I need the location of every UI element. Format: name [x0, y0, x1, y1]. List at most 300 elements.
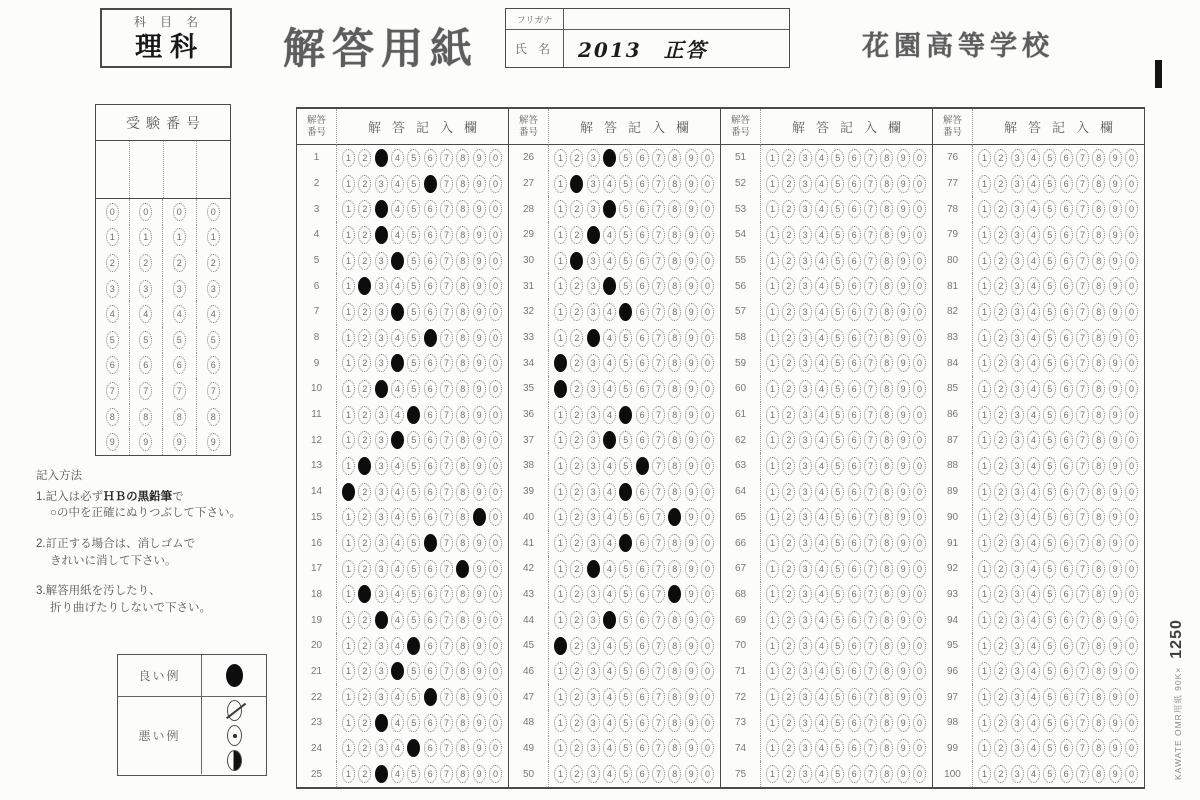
- answer-bubble-q38-7[interactable]: 7: [652, 457, 665, 475]
- answer-bubble-q67-9[interactable]: 9: [897, 560, 910, 578]
- answer-bubble-q80-9[interactable]: 9: [1109, 252, 1122, 270]
- answer-bubble-q7-4[interactable]: [391, 303, 404, 321]
- exam-number-bubble[interactable]: 3: [139, 280, 152, 298]
- answer-bubble-q94-8[interactable]: 8: [1092, 611, 1105, 629]
- answer-bubble-q43-6[interactable]: 6: [636, 585, 649, 603]
- answer-bubble-q63-2[interactable]: 2: [782, 457, 795, 475]
- answer-bubble-q61-0[interactable]: 0: [913, 406, 926, 424]
- answer-bubble-q48-5[interactable]: 5: [619, 714, 632, 732]
- answer-bubble-q45-8[interactable]: 8: [668, 637, 681, 655]
- answer-bubble-q84-2[interactable]: 2: [994, 354, 1007, 372]
- answer-bubble-q76-4[interactable]: 4: [1027, 149, 1040, 167]
- answer-bubble-q42-6[interactable]: 6: [636, 560, 649, 578]
- answer-bubble-q49-1[interactable]: 1: [554, 739, 567, 757]
- answer-bubble-q97-9[interactable]: 9: [1109, 688, 1122, 706]
- answer-bubble-q95-5[interactable]: 5: [1043, 637, 1056, 655]
- answer-bubble-q15-5[interactable]: 5: [407, 508, 420, 526]
- answer-bubble-q70-9[interactable]: 9: [897, 637, 910, 655]
- answer-bubble-q81-6[interactable]: 6: [1060, 277, 1073, 295]
- answer-bubble-q10-0[interactable]: 0: [489, 380, 502, 398]
- answer-bubble-q49-0[interactable]: 0: [701, 739, 714, 757]
- answer-bubble-q83-1[interactable]: 1: [978, 329, 991, 347]
- answer-bubble-q54-5[interactable]: 5: [831, 226, 844, 244]
- answer-bubble-q56-0[interactable]: 0: [913, 277, 926, 295]
- exam-number-bubble[interactable]: 7: [207, 382, 220, 400]
- answer-bubble-q31-8[interactable]: 8: [668, 277, 681, 295]
- answer-bubble-q74-4[interactable]: 4: [815, 739, 828, 757]
- answer-bubble-q83-2[interactable]: 2: [994, 329, 1007, 347]
- answer-bubble-q74-5[interactable]: 5: [831, 739, 844, 757]
- answer-bubble-q36-4[interactable]: 4: [603, 406, 616, 424]
- answer-bubble-q77-1[interactable]: 1: [978, 175, 991, 193]
- answer-bubble-q49-7[interactable]: 7: [652, 739, 665, 757]
- answer-bubble-q17-4[interactable]: 4: [391, 560, 404, 578]
- exam-number-bubble[interactable]: 0: [106, 203, 119, 221]
- answer-bubble-q9-5[interactable]: 5: [407, 354, 420, 372]
- answer-bubble-q90-1[interactable]: 1: [978, 508, 991, 526]
- answer-bubble-q97-4[interactable]: 4: [1027, 688, 1040, 706]
- answer-bubble-q26-3[interactable]: 3: [587, 149, 600, 167]
- answer-bubble-q50-9[interactable]: 9: [685, 765, 698, 783]
- answer-bubble-q21-2[interactable]: 2: [358, 662, 371, 680]
- answer-bubble-q73-6[interactable]: 6: [848, 714, 861, 732]
- answer-bubble-q11-0[interactable]: 0: [489, 406, 502, 424]
- answer-bubble-q14-5[interactable]: 5: [407, 483, 420, 501]
- answer-bubble-q6-4[interactable]: 4: [391, 277, 404, 295]
- answer-bubble-q45-0[interactable]: 0: [701, 637, 714, 655]
- answer-bubble-q29-1[interactable]: 1: [554, 226, 567, 244]
- answer-bubble-q61-1[interactable]: 1: [766, 406, 779, 424]
- answer-bubble-q32-7[interactable]: 7: [652, 303, 665, 321]
- answer-bubble-q93-7[interactable]: 7: [1076, 585, 1089, 603]
- answer-bubble-q1-1[interactable]: 1: [342, 149, 355, 167]
- answer-bubble-q34-6[interactable]: 6: [636, 354, 649, 372]
- answer-bubble-q49-9[interactable]: 9: [685, 739, 698, 757]
- answer-bubble-q29-6[interactable]: 6: [636, 226, 649, 244]
- answer-bubble-q19-9[interactable]: 9: [473, 611, 486, 629]
- answer-bubble-q46-5[interactable]: 5: [619, 662, 632, 680]
- answer-bubble-q16-6[interactable]: [424, 534, 437, 552]
- answer-bubble-q57-2[interactable]: 2: [782, 303, 795, 321]
- answer-bubble-q27-3[interactable]: 3: [587, 175, 600, 193]
- answer-bubble-q22-8[interactable]: 8: [456, 688, 469, 706]
- answer-bubble-q49-3[interactable]: 3: [587, 739, 600, 757]
- answer-bubble-q97-1[interactable]: 1: [978, 688, 991, 706]
- answer-bubble-q12-7[interactable]: 7: [440, 431, 453, 449]
- answer-bubble-q86-0[interactable]: 0: [1125, 406, 1138, 424]
- answer-bubble-q76-7[interactable]: 7: [1076, 149, 1089, 167]
- answer-bubble-q91-6[interactable]: 6: [1060, 534, 1073, 552]
- answer-bubble-q32-0[interactable]: 0: [701, 303, 714, 321]
- answer-bubble-q36-5[interactable]: [619, 406, 632, 424]
- answer-bubble-q42-5[interactable]: 5: [619, 560, 632, 578]
- answer-bubble-q85-5[interactable]: 5: [1043, 380, 1056, 398]
- answer-bubble-q88-2[interactable]: 2: [994, 457, 1007, 475]
- answer-bubble-q16-8[interactable]: 8: [456, 534, 469, 552]
- answer-bubble-q84-1[interactable]: 1: [978, 354, 991, 372]
- answer-bubble-q90-2[interactable]: 2: [994, 508, 1007, 526]
- answer-bubble-q21-4[interactable]: [391, 662, 404, 680]
- answer-bubble-q21-7[interactable]: 7: [440, 662, 453, 680]
- answer-bubble-q26-0[interactable]: 0: [701, 149, 714, 167]
- answer-bubble-q52-7[interactable]: 7: [864, 175, 877, 193]
- answer-bubble-q98-4[interactable]: 4: [1027, 714, 1040, 732]
- answer-bubble-q70-8[interactable]: 8: [880, 637, 893, 655]
- answer-bubble-q66-7[interactable]: 7: [864, 534, 877, 552]
- answer-bubble-q47-3[interactable]: 3: [587, 688, 600, 706]
- answer-bubble-q86-6[interactable]: 6: [1060, 406, 1073, 424]
- answer-bubble-q82-8[interactable]: 8: [1092, 303, 1105, 321]
- answer-bubble-q19-4[interactable]: 4: [391, 611, 404, 629]
- answer-bubble-q76-2[interactable]: 2: [994, 149, 1007, 167]
- answer-bubble-q27-5[interactable]: 5: [619, 175, 632, 193]
- answer-bubble-q51-0[interactable]: 0: [913, 149, 926, 167]
- answer-bubble-q81-7[interactable]: 7: [1076, 277, 1089, 295]
- answer-bubble-q100-1[interactable]: 1: [978, 765, 991, 783]
- answer-bubble-q24-7[interactable]: 7: [440, 739, 453, 757]
- answer-bubble-q37-3[interactable]: 3: [587, 431, 600, 449]
- answer-bubble-q86-4[interactable]: 4: [1027, 406, 1040, 424]
- answer-bubble-q96-6[interactable]: 6: [1060, 662, 1073, 680]
- answer-bubble-q59-9[interactable]: 9: [897, 354, 910, 372]
- answer-bubble-q81-5[interactable]: 5: [1043, 277, 1056, 295]
- answer-bubble-q12-2[interactable]: 2: [358, 431, 371, 449]
- exam-number-bubble[interactable]: 2: [106, 254, 119, 272]
- answer-bubble-q18-0[interactable]: 0: [489, 585, 502, 603]
- answer-bubble-q57-1[interactable]: 1: [766, 303, 779, 321]
- answer-bubble-q37-7[interactable]: 7: [652, 431, 665, 449]
- answer-bubble-q76-6[interactable]: 6: [1060, 149, 1073, 167]
- answer-bubble-q65-4[interactable]: 4: [815, 508, 828, 526]
- answer-bubble-q49-5[interactable]: 5: [619, 739, 632, 757]
- answer-bubble-q66-2[interactable]: 2: [782, 534, 795, 552]
- answer-bubble-q2-2[interactable]: 2: [358, 175, 371, 193]
- answer-bubble-q22-3[interactable]: 3: [375, 688, 388, 706]
- answer-bubble-q33-8[interactable]: 8: [668, 329, 681, 347]
- answer-bubble-q35-3[interactable]: 3: [587, 380, 600, 398]
- answer-bubble-q80-8[interactable]: 8: [1092, 252, 1105, 270]
- answer-bubble-q57-9[interactable]: 9: [897, 303, 910, 321]
- answer-bubble-q5-7[interactable]: 7: [440, 252, 453, 270]
- answer-bubble-q25-8[interactable]: 8: [456, 765, 469, 783]
- answer-bubble-q92-9[interactable]: 9: [1109, 560, 1122, 578]
- answer-bubble-q69-5[interactable]: 5: [831, 611, 844, 629]
- answer-bubble-q2-4[interactable]: 4: [391, 175, 404, 193]
- answer-bubble-q42-7[interactable]: 7: [652, 560, 665, 578]
- answer-bubble-q9-4[interactable]: [391, 354, 404, 372]
- exam-number-bubble[interactable]: 0: [139, 203, 152, 221]
- exam-number-bubble[interactable]: 6: [106, 356, 119, 374]
- answer-bubble-q70-2[interactable]: 2: [782, 637, 795, 655]
- answer-bubble-q94-4[interactable]: 4: [1027, 611, 1040, 629]
- answer-bubble-q96-0[interactable]: 0: [1125, 662, 1138, 680]
- answer-bubble-q8-4[interactable]: 4: [391, 329, 404, 347]
- answer-bubble-q5-0[interactable]: 0: [489, 252, 502, 270]
- answer-bubble-q72-5[interactable]: 5: [831, 688, 844, 706]
- answer-bubble-q10-1[interactable]: 1: [342, 380, 355, 398]
- answer-bubble-q52-4[interactable]: 4: [815, 175, 828, 193]
- answer-bubble-q23-5[interactable]: 5: [407, 714, 420, 732]
- answer-bubble-q32-3[interactable]: 3: [587, 303, 600, 321]
- answer-bubble-q26-1[interactable]: 1: [554, 149, 567, 167]
- answer-bubble-q97-8[interactable]: 8: [1092, 688, 1105, 706]
- answer-bubble-q4-6[interactable]: 6: [424, 226, 437, 244]
- answer-bubble-q2-3[interactable]: 3: [375, 175, 388, 193]
- answer-bubble-q20-5[interactable]: [407, 637, 420, 655]
- answer-bubble-q57-8[interactable]: 8: [880, 303, 893, 321]
- answer-bubble-q23-2[interactable]: 2: [358, 714, 371, 732]
- answer-bubble-q92-6[interactable]: 6: [1060, 560, 1073, 578]
- answer-bubble-q35-8[interactable]: 8: [668, 380, 681, 398]
- answer-bubble-q34-9[interactable]: 9: [685, 354, 698, 372]
- answer-bubble-q9-2[interactable]: 2: [358, 354, 371, 372]
- answer-bubble-q22-9[interactable]: 9: [473, 688, 486, 706]
- answer-bubble-q14-2[interactable]: 2: [358, 483, 371, 501]
- answer-bubble-q79-7[interactable]: 7: [1076, 226, 1089, 244]
- answer-bubble-q71-6[interactable]: 6: [848, 662, 861, 680]
- answer-bubble-q64-7[interactable]: 7: [864, 483, 877, 501]
- answer-bubble-q71-1[interactable]: 1: [766, 662, 779, 680]
- answer-bubble-q66-8[interactable]: 8: [880, 534, 893, 552]
- answer-bubble-q56-1[interactable]: 1: [766, 277, 779, 295]
- answer-bubble-q31-5[interactable]: 5: [619, 277, 632, 295]
- answer-bubble-q45-2[interactable]: 2: [570, 637, 583, 655]
- answer-bubble-q19-1[interactable]: 1: [342, 611, 355, 629]
- answer-bubble-q10-6[interactable]: 6: [424, 380, 437, 398]
- exam-number-bubble[interactable]: 7: [139, 382, 152, 400]
- answer-bubble-q90-7[interactable]: 7: [1076, 508, 1089, 526]
- answer-bubble-q20-3[interactable]: 3: [375, 637, 388, 655]
- answer-bubble-q4-1[interactable]: 1: [342, 226, 355, 244]
- answer-bubble-q46-2[interactable]: 2: [570, 662, 583, 680]
- answer-bubble-q49-6[interactable]: 6: [636, 739, 649, 757]
- answer-bubble-q23-9[interactable]: 9: [473, 714, 486, 732]
- answer-bubble-q88-8[interactable]: 8: [1092, 457, 1105, 475]
- answer-bubble-q72-2[interactable]: 2: [782, 688, 795, 706]
- answer-bubble-q10-5[interactable]: 5: [407, 380, 420, 398]
- answer-bubble-q38-6[interactable]: [636, 457, 649, 475]
- answer-bubble-q86-1[interactable]: 1: [978, 406, 991, 424]
- answer-bubble-q30-9[interactable]: 9: [685, 252, 698, 270]
- answer-bubble-q37-2[interactable]: 2: [570, 431, 583, 449]
- answer-bubble-q19-3[interactable]: [375, 611, 388, 629]
- answer-bubble-q16-9[interactable]: 9: [473, 534, 486, 552]
- answer-bubble-q5-4[interactable]: [391, 252, 404, 270]
- answer-bubble-q18-4[interactable]: 4: [391, 585, 404, 603]
- answer-bubble-q32-5[interactable]: [619, 303, 632, 321]
- answer-bubble-q78-9[interactable]: 9: [1109, 200, 1122, 218]
- answer-bubble-q9-8[interactable]: 8: [456, 354, 469, 372]
- answer-bubble-q64-2[interactable]: 2: [782, 483, 795, 501]
- answer-bubble-q78-7[interactable]: 7: [1076, 200, 1089, 218]
- answer-bubble-q69-3[interactable]: 3: [799, 611, 812, 629]
- answer-bubble-q5-8[interactable]: 8: [456, 252, 469, 270]
- answer-bubble-q5-2[interactable]: 2: [358, 252, 371, 270]
- answer-bubble-q38-5[interactable]: 5: [619, 457, 632, 475]
- answer-bubble-q75-6[interactable]: 6: [848, 765, 861, 783]
- answer-bubble-q94-1[interactable]: 1: [978, 611, 991, 629]
- answer-bubble-q78-8[interactable]: 8: [1092, 200, 1105, 218]
- answer-bubble-q15-7[interactable]: 7: [440, 508, 453, 526]
- answer-bubble-q35-4[interactable]: 4: [603, 380, 616, 398]
- answer-bubble-q88-6[interactable]: 6: [1060, 457, 1073, 475]
- answer-bubble-q32-4[interactable]: 4: [603, 303, 616, 321]
- answer-bubble-q82-2[interactable]: 2: [994, 303, 1007, 321]
- exam-number-bubble[interactable]: 6: [207, 356, 220, 374]
- answer-bubble-q58-6[interactable]: 6: [848, 329, 861, 347]
- answer-bubble-q65-7[interactable]: 7: [864, 508, 877, 526]
- answer-bubble-q19-5[interactable]: 5: [407, 611, 420, 629]
- answer-bubble-q19-2[interactable]: 2: [358, 611, 371, 629]
- answer-bubble-q35-0[interactable]: 0: [701, 380, 714, 398]
- answer-bubble-q12-3[interactable]: 3: [375, 431, 388, 449]
- answer-bubble-q49-8[interactable]: 8: [668, 739, 681, 757]
- answer-bubble-q26-5[interactable]: 5: [619, 149, 632, 167]
- answer-bubble-q39-7[interactable]: 7: [652, 483, 665, 501]
- answer-bubble-q82-0[interactable]: 0: [1125, 303, 1138, 321]
- answer-bubble-q7-9[interactable]: 9: [473, 303, 486, 321]
- answer-bubble-q95-6[interactable]: 6: [1060, 637, 1073, 655]
- answer-bubble-q44-2[interactable]: 2: [570, 611, 583, 629]
- answer-bubble-q28-2[interactable]: 2: [570, 200, 583, 218]
- answer-bubble-q23-1[interactable]: 1: [342, 714, 355, 732]
- answer-bubble-q50-8[interactable]: 8: [668, 765, 681, 783]
- answer-bubble-q100-5[interactable]: 5: [1043, 765, 1056, 783]
- answer-bubble-q63-7[interactable]: 7: [864, 457, 877, 475]
- answer-bubble-q18-5[interactable]: 5: [407, 585, 420, 603]
- answer-bubble-q53-1[interactable]: 1: [766, 200, 779, 218]
- answer-bubble-q94-6[interactable]: 6: [1060, 611, 1073, 629]
- answer-bubble-q33-1[interactable]: 1: [554, 329, 567, 347]
- answer-bubble-q28-3[interactable]: 3: [587, 200, 600, 218]
- answer-bubble-q68-1[interactable]: 1: [766, 585, 779, 603]
- answer-bubble-q99-9[interactable]: 9: [1109, 739, 1122, 757]
- answer-bubble-q42-8[interactable]: 8: [668, 560, 681, 578]
- answer-bubble-q71-9[interactable]: 9: [897, 662, 910, 680]
- answer-bubble-q79-1[interactable]: 1: [978, 226, 991, 244]
- answer-bubble-q79-5[interactable]: 5: [1043, 226, 1056, 244]
- answer-bubble-q31-9[interactable]: 9: [685, 277, 698, 295]
- answer-bubble-q23-8[interactable]: 8: [456, 714, 469, 732]
- answer-bubble-q39-8[interactable]: 8: [668, 483, 681, 501]
- answer-bubble-q95-4[interactable]: 4: [1027, 637, 1040, 655]
- name-field[interactable]: 2013 正答: [578, 38, 708, 62]
- answer-bubble-q59-8[interactable]: 8: [880, 354, 893, 372]
- answer-bubble-q24-5[interactable]: [407, 739, 420, 757]
- answer-bubble-q52-9[interactable]: 9: [897, 175, 910, 193]
- answer-bubble-q98-5[interactable]: 5: [1043, 714, 1056, 732]
- answer-bubble-q65-9[interactable]: 9: [897, 508, 910, 526]
- answer-bubble-q6-7[interactable]: 7: [440, 277, 453, 295]
- answer-bubble-q14-6[interactable]: 6: [424, 483, 437, 501]
- answer-bubble-q75-8[interactable]: 8: [880, 765, 893, 783]
- answer-bubble-q10-9[interactable]: 9: [473, 380, 486, 398]
- answer-bubble-q89-4[interactable]: 4: [1027, 483, 1040, 501]
- answer-bubble-q83-4[interactable]: 4: [1027, 329, 1040, 347]
- answer-bubble-q24-9[interactable]: 9: [473, 739, 486, 757]
- answer-bubble-q34-4[interactable]: 4: [603, 354, 616, 372]
- answer-bubble-q94-2[interactable]: 2: [994, 611, 1007, 629]
- answer-bubble-q56-9[interactable]: 9: [897, 277, 910, 295]
- answer-bubble-q3-4[interactable]: 4: [391, 200, 404, 218]
- answer-bubble-q43-9[interactable]: 9: [685, 585, 698, 603]
- answer-bubble-q16-5[interactable]: 5: [407, 534, 420, 552]
- answer-bubble-q13-6[interactable]: 6: [424, 457, 437, 475]
- answer-bubble-q48-6[interactable]: 6: [636, 714, 649, 732]
- answer-bubble-q67-8[interactable]: 8: [880, 560, 893, 578]
- answer-bubble-q100-7[interactable]: 7: [1076, 765, 1089, 783]
- answer-bubble-q55-0[interactable]: 0: [913, 252, 926, 270]
- answer-bubble-q7-2[interactable]: 2: [358, 303, 371, 321]
- answer-bubble-q76-1[interactable]: 1: [978, 149, 991, 167]
- answer-bubble-q30-6[interactable]: 6: [636, 252, 649, 270]
- answer-bubble-q90-0[interactable]: 0: [1125, 508, 1138, 526]
- answer-bubble-q44-9[interactable]: 9: [685, 611, 698, 629]
- answer-bubble-q84-5[interactable]: 5: [1043, 354, 1056, 372]
- answer-bubble-q44-5[interactable]: 5: [619, 611, 632, 629]
- answer-bubble-q6-9[interactable]: 9: [473, 277, 486, 295]
- answer-bubble-q61-4[interactable]: 4: [815, 406, 828, 424]
- answer-bubble-q57-3[interactable]: 3: [799, 303, 812, 321]
- answer-bubble-q29-8[interactable]: 8: [668, 226, 681, 244]
- answer-bubble-q18-2[interactable]: [358, 585, 371, 603]
- answer-bubble-q11-1[interactable]: 1: [342, 406, 355, 424]
- answer-bubble-q26-9[interactable]: 9: [685, 149, 698, 167]
- answer-bubble-q21-5[interactable]: 5: [407, 662, 420, 680]
- answer-bubble-q1-6[interactable]: 6: [424, 149, 437, 167]
- answer-bubble-q1-5[interactable]: 5: [407, 149, 420, 167]
- answer-bubble-q28-6[interactable]: 6: [636, 200, 649, 218]
- exam-number-bubble[interactable]: 2: [139, 254, 152, 272]
- answer-bubble-q64-8[interactable]: 8: [880, 483, 893, 501]
- answer-bubble-q8-6[interactable]: [424, 329, 437, 347]
- answer-bubble-q55-4[interactable]: 4: [815, 252, 828, 270]
- answer-bubble-q85-6[interactable]: 6: [1060, 380, 1073, 398]
- answer-bubble-q99-1[interactable]: 1: [978, 739, 991, 757]
- answer-bubble-q72-3[interactable]: 3: [799, 688, 812, 706]
- answer-bubble-q22-7[interactable]: 7: [440, 688, 453, 706]
- answer-bubble-q37-9[interactable]: 9: [685, 431, 698, 449]
- answer-bubble-q43-1[interactable]: 1: [554, 585, 567, 603]
- answer-bubble-q30-3[interactable]: 3: [587, 252, 600, 270]
- exam-number-bubble[interactable]: 7: [106, 382, 119, 400]
- answer-bubble-q43-7[interactable]: 7: [652, 585, 665, 603]
- answer-bubble-q85-9[interactable]: 9: [1109, 380, 1122, 398]
- answer-bubble-q63-3[interactable]: 3: [799, 457, 812, 475]
- answer-bubble-q98-3[interactable]: 3: [1011, 714, 1024, 732]
- answer-bubble-q59-5[interactable]: 5: [831, 354, 844, 372]
- answer-bubble-q62-7[interactable]: 7: [864, 431, 877, 449]
- answer-bubble-q2-5[interactable]: 5: [407, 175, 420, 193]
- answer-bubble-q46-9[interactable]: 9: [685, 662, 698, 680]
- answer-bubble-q56-4[interactable]: 4: [815, 277, 828, 295]
- answer-bubble-q17-3[interactable]: 3: [375, 560, 388, 578]
- answer-bubble-q16-2[interactable]: 2: [358, 534, 371, 552]
- answer-bubble-q52-8[interactable]: 8: [880, 175, 893, 193]
- answer-bubble-q3-3[interactable]: [375, 200, 388, 218]
- answer-bubble-q25-7[interactable]: 7: [440, 765, 453, 783]
- answer-bubble-q92-5[interactable]: 5: [1043, 560, 1056, 578]
- answer-bubble-q83-5[interactable]: 5: [1043, 329, 1056, 347]
- answer-bubble-q19-6[interactable]: 6: [424, 611, 437, 629]
- answer-bubble-q20-9[interactable]: 9: [473, 637, 486, 655]
- answer-bubble-q33-0[interactable]: 0: [701, 329, 714, 347]
- answer-bubble-q36-6[interactable]: 6: [636, 406, 649, 424]
- answer-bubble-q3-5[interactable]: 5: [407, 200, 420, 218]
- answer-bubble-q9-1[interactable]: 1: [342, 354, 355, 372]
- answer-bubble-q55-3[interactable]: 3: [799, 252, 812, 270]
- answer-bubble-q79-8[interactable]: 8: [1092, 226, 1105, 244]
